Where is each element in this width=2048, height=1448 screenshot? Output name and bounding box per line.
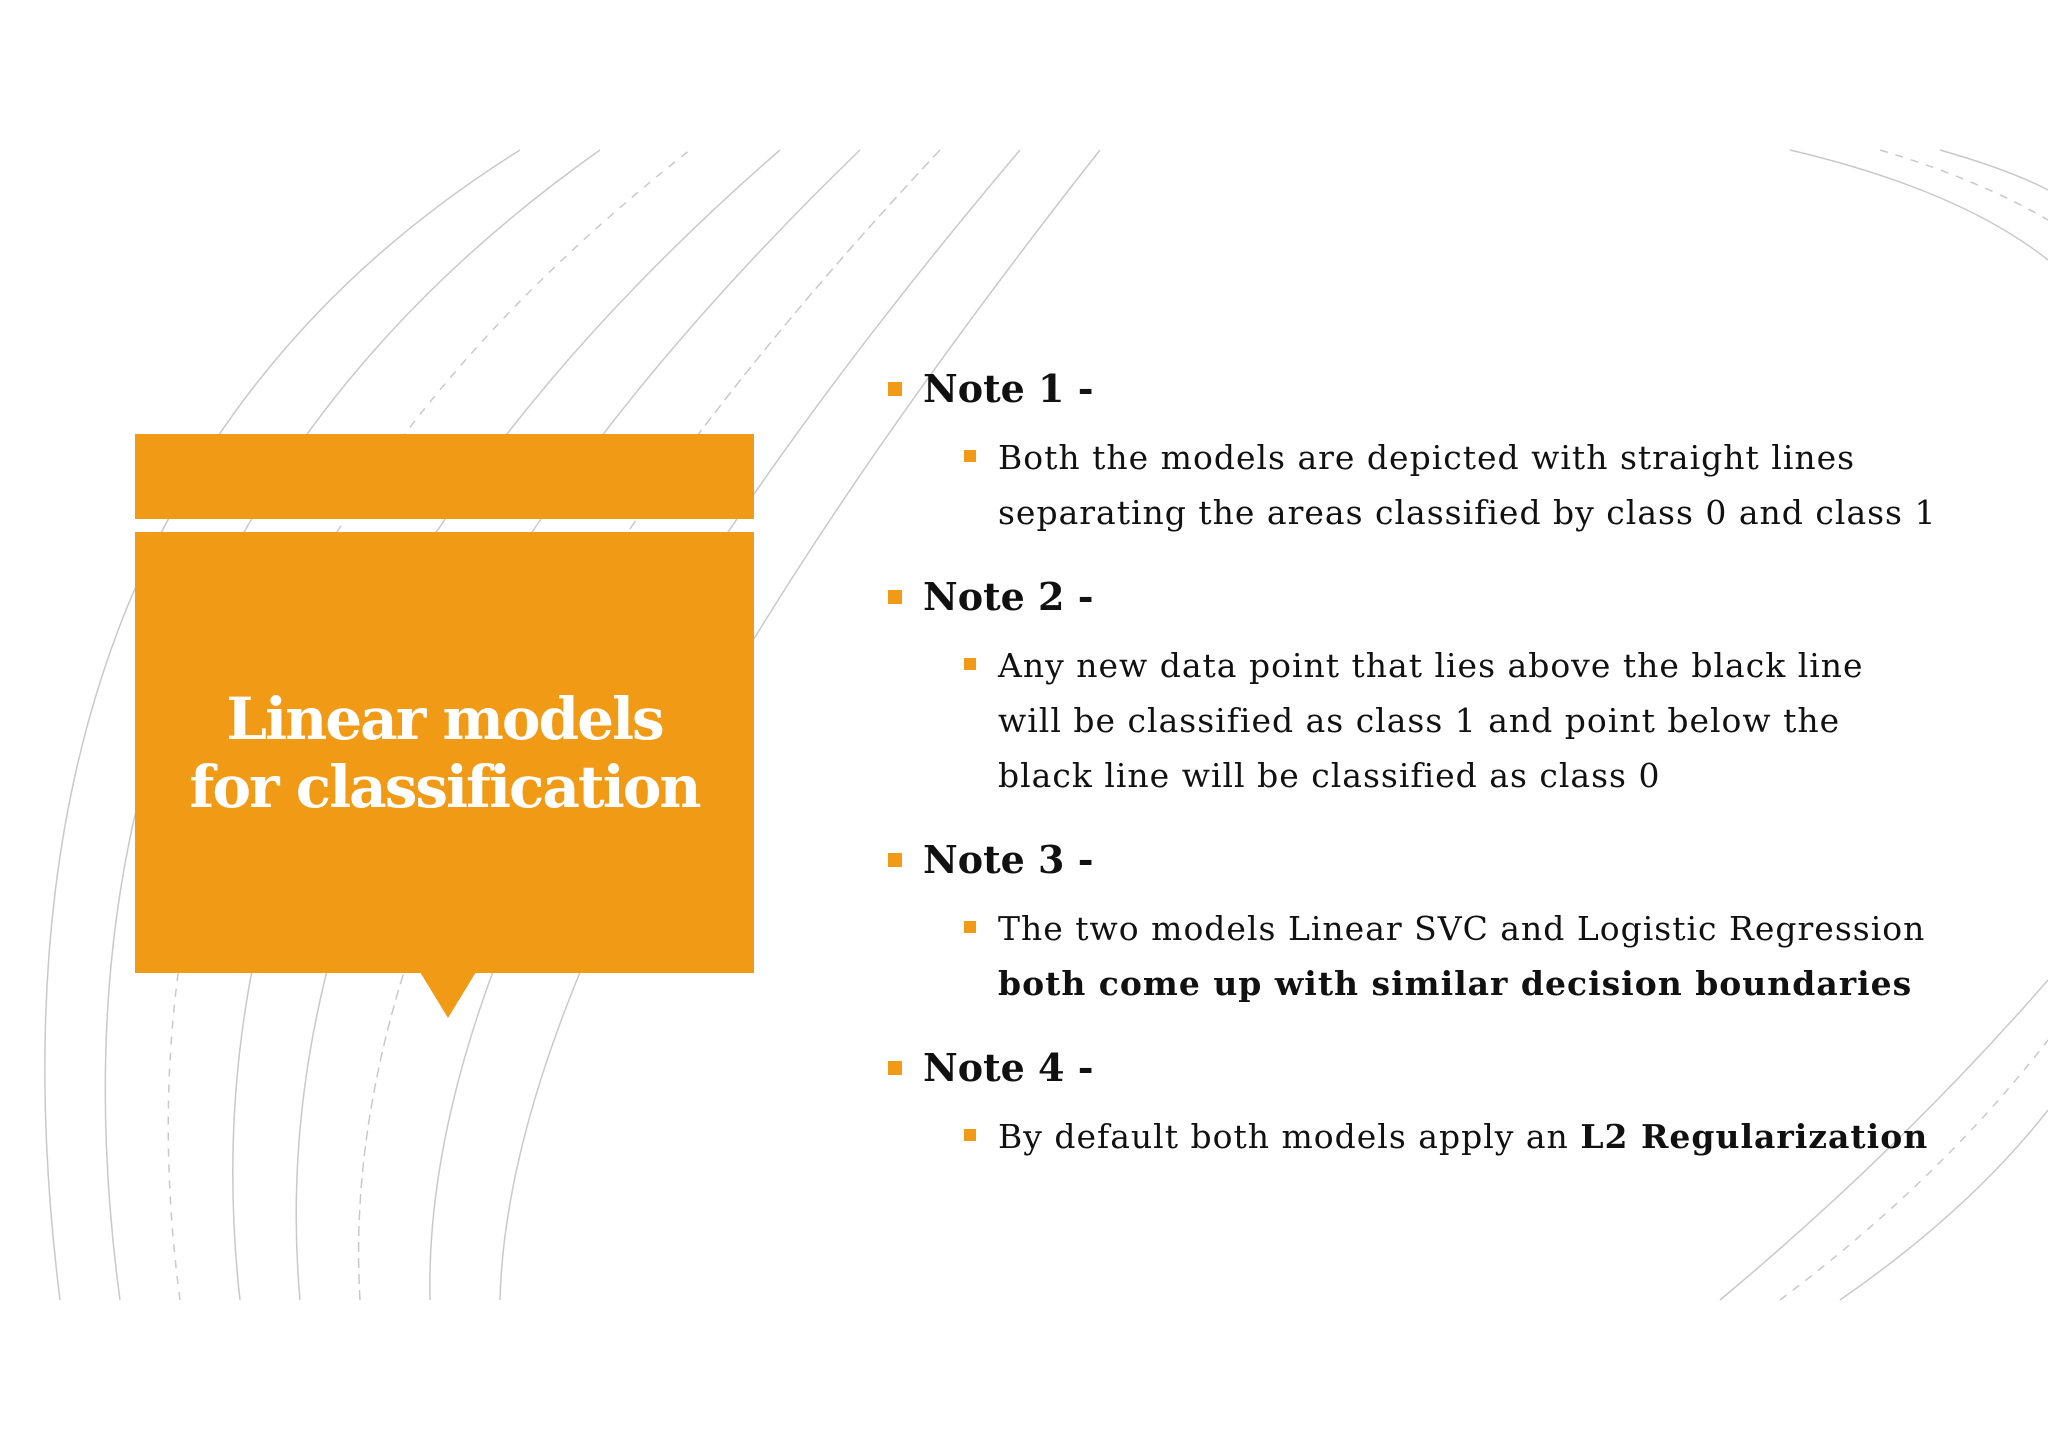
note-body xyxy=(884,638,1994,803)
note-heading-text: Note 4 - xyxy=(923,1045,1094,1090)
note-item xyxy=(884,1041,1994,1164)
square-bullet-icon xyxy=(964,658,976,670)
slide-title-line-1: Linear models xyxy=(226,684,663,753)
slide-title xyxy=(165,685,725,821)
note-body-emphasis: both come up with similar decision boundaries xyxy=(998,964,1913,1003)
note-item xyxy=(884,833,1994,1011)
note-body xyxy=(884,901,1994,1011)
note-heading-text: Note 3 - xyxy=(923,837,1094,882)
note-body xyxy=(884,430,1994,540)
note-heading xyxy=(884,1041,1994,1095)
slide-title-line-2: for classification xyxy=(189,752,700,821)
callout-pointer xyxy=(420,972,476,1018)
square-bullet-icon xyxy=(964,921,976,933)
note-heading xyxy=(884,362,1994,416)
square-bullet-icon xyxy=(888,853,902,867)
square-bullet-icon xyxy=(888,382,902,396)
title-callout xyxy=(135,532,754,973)
title-accent-bar xyxy=(135,434,754,519)
note-body-line: separating the areas classified by class 0 and class 1 xyxy=(998,493,1937,532)
note-heading xyxy=(884,570,1994,624)
note-body xyxy=(884,1109,1994,1164)
note-heading-text: Note 1 - xyxy=(923,366,1094,411)
note-item xyxy=(884,362,1994,540)
square-bullet-icon xyxy=(964,450,976,462)
note-body-text: By default both models apply an xyxy=(998,1117,1581,1156)
square-bullet-icon xyxy=(964,1129,976,1141)
note-heading xyxy=(884,833,1994,887)
notes-list xyxy=(884,362,1994,1194)
square-bullet-icon xyxy=(888,1061,902,1075)
note-body-line: will be classified as class 1 and point below the xyxy=(998,701,1841,740)
note-body-line: The two models Linear SVC and Logistic Regression xyxy=(998,909,1926,948)
note-heading-text: Note 2 - xyxy=(923,574,1094,619)
note-body-line: Any new data point that lies above the black line xyxy=(998,646,1864,685)
square-bullet-icon xyxy=(888,590,902,604)
note-body-line: black line will be classified as class 0 xyxy=(998,756,1661,795)
note-item xyxy=(884,570,1994,803)
note-body-emphasis: L2 Regularization xyxy=(1580,1117,1929,1156)
note-body-line: Both the models are depicted with straight lines xyxy=(998,438,1856,477)
